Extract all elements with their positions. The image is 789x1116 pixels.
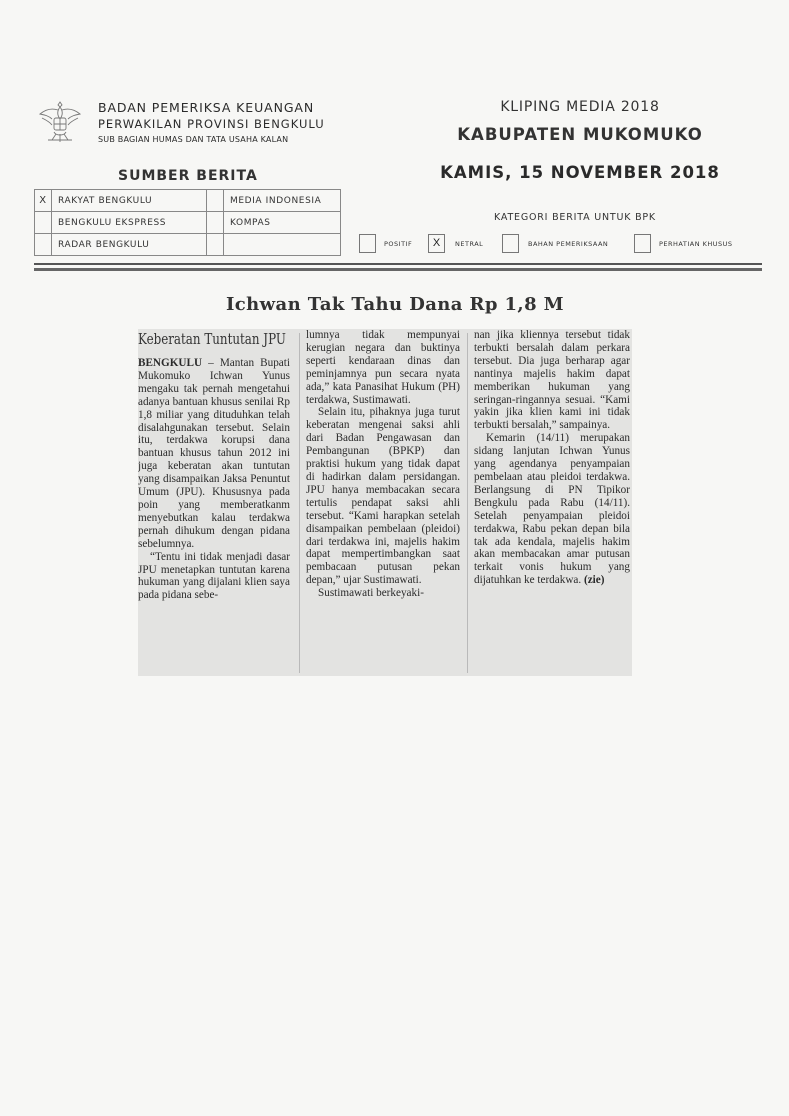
kliping-title: KLIPING MEDIA 2018	[500, 99, 660, 115]
date-title: KAMIS, 15 NOVEMBER 2018	[440, 163, 720, 182]
category-checkbox-perhatian	[634, 234, 651, 253]
paragraph-text: – Mantan Bupati Mukomuko Ichwan Yunus mengaku tak pernah mengetahui adanya bantuan khusus senilai Rp 1,8 miliar yang dituduhkan telah disalahgunakan tersebut. Selain itu, terdakwa korupsi dana bantuan khusus tahun 2012 ini juga keberatan akan tuntutan yang disampaikan Jaksa Penuntut Umum (JPU). Khususnya pada poin yang memberatkanm menyebutkan kalau terdakwa pernah dihukum dengan pidana sebelumnya.	[138, 357, 290, 550]
header-divider	[34, 268, 762, 271]
source-checkbox: X	[35, 190, 52, 212]
source-name: RAKYAT BENGKULU	[52, 190, 207, 212]
category-checkbox-positif	[359, 234, 376, 253]
category-checkbox-netral: X	[428, 234, 445, 253]
source-name	[224, 234, 341, 256]
paragraph: Selain itu, pihaknya juga turut keberatan mengenai saksi ahli dari Badan Pengawasan dan Pembangunan (BPKP) dan praktisi hukum yang tidak dapat di hadirkan dalam persidangan. JPU hanya membacakan secara tertulis pendapat saksi ahli tersebut. “Kami harapkan setelah disampaikan pembelaan (pleidoi) dari terdakwa ini, majelis hakim dapat mempertimbangkan saat pembacaan putusan pekan depan,” ujar Sustimawati.	[306, 406, 460, 587]
source-checkbox	[207, 190, 224, 212]
dateline: BENGKULU	[138, 357, 203, 369]
source-checkbox	[207, 212, 224, 234]
source-row	[35, 190, 341, 212]
source-checkbox	[207, 234, 224, 256]
article-column-1	[138, 357, 290, 602]
paragraph: “Tentu ini tidak menjadi dasar JPU menetapkan tuntutan karena hukuman yang dijalani klien saya pada pidana sebe-	[138, 550, 290, 602]
article-clipping	[138, 329, 632, 676]
paragraph: Sustimawati berkeyaki-	[318, 587, 424, 600]
header-divider	[34, 263, 762, 265]
paragraph-text: Kemarin (14/11) merupakan sidang lanjutan Ichwan Yunus yang agendanya penyampaian pembelaan atau pleidoi terdakwa. Berlangsung di PN Tipikor Bengkulu pada Rabu (14/11). Setelah penyampaian pleidoi terdakwa, Rabu pekan depan bila tak ada kendala, majelis hakim akan membacakan amar putusan terkait vonis hukum yang dijatuhkan ke terdakwa.	[474, 432, 630, 587]
category-label: NETRAL	[455, 240, 484, 248]
column-divider	[299, 333, 300, 673]
category-label: POSITIF	[384, 240, 413, 248]
paragraph: lumnya tidak mempunyai kerugian negara dan buktinya seperti kendaraan dinas dan peminjamnya pun secara nyata ada,” kata Panasihat Hukum (PH) terdakwa, Sustimawati.	[306, 329, 460, 406]
garuda-emblem-icon	[34, 96, 86, 148]
article-column-3	[474, 329, 630, 587]
source-section-title: SUMBER BERITA	[118, 168, 258, 184]
paragraph	[474, 432, 630, 587]
category-label: PERHATIAN KHUSUS	[659, 240, 733, 248]
source-name: KOMPAS	[224, 212, 341, 234]
paragraph: nan jika kliennya tersebut tidak terbukti bersalah dalam perkara tersebut. Dia juga berharap agar nantinya majelis hakim dapat memberikan hukuman yang seringan-ringannya sesuai. “Kami yakin jika klien kami ini tidak terbukti bersalah,” sampainya.	[474, 329, 630, 432]
source-checkbox	[35, 212, 52, 234]
org-name: BADAN PEMERIKSA KEUANGAN	[98, 100, 315, 115]
source-name: BENGKULU EKSPRESS	[52, 212, 207, 234]
paragraph	[138, 357, 290, 551]
source-name: RADAR BENGKULU	[52, 234, 207, 256]
source-row	[35, 212, 341, 234]
category-checkbox-bahan	[502, 234, 519, 253]
article-column-2	[306, 329, 460, 600]
region-title: KABUPATEN MUKOMUKO	[457, 125, 703, 144]
source-table	[34, 189, 341, 256]
article-subtitle: Keberatan Tuntutan JPU	[138, 332, 286, 348]
org-subdivision: SUB BAGIAN HUMAS DAN TATA USAHA KALAN	[98, 135, 289, 144]
column-divider	[467, 333, 468, 673]
source-checkbox	[35, 234, 52, 256]
source-name: MEDIA INDONESIA	[224, 190, 341, 212]
category-label: BAHAN PEMERIKSAAN	[528, 240, 609, 248]
category-section-title: KATEGORI BERITA UNTUK BPK	[494, 212, 656, 223]
org-branch: PERWAKILAN PROVINSI BENGKULU	[98, 117, 325, 131]
source-row	[35, 234, 341, 256]
article-headline: Ichwan Tak Tahu Dana Rp 1,8 M	[225, 294, 565, 315]
author-signature: (zie)	[583, 574, 605, 587]
